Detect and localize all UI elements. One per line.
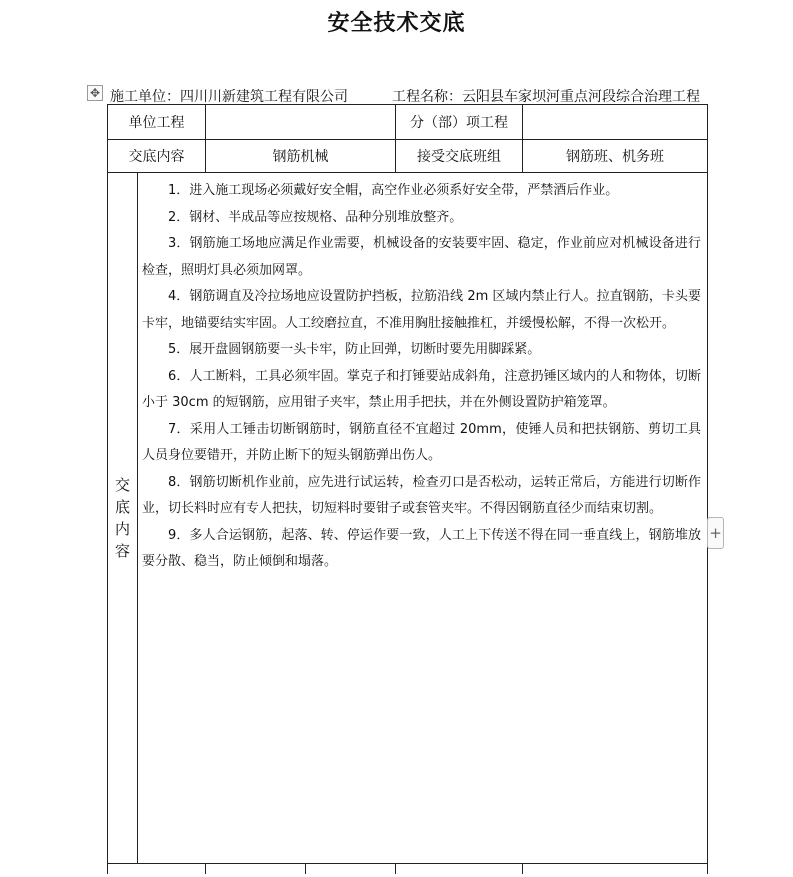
sub-project-value[interactable] — [523, 105, 708, 140]
unit-project-label: 单位工程 — [108, 105, 206, 140]
disclosure-table — [107, 104, 708, 874]
team-value[interactable]: 钢筋班、机务班 — [523, 140, 708, 173]
table-row-content — [108, 140, 708, 173]
unit-project-value[interactable] — [206, 105, 396, 140]
detail-content-cell[interactable] — [138, 173, 708, 864]
add-row-icon[interactable]: + — [707, 517, 724, 549]
table-row-project — [108, 105, 708, 140]
detail-item: 7．采用人工锤击切断钢筋时，钢筋直径不宜超过 20mm，使锤人员和把扶钢筋、剪切工具人员身位要错开，并防止断下的短头钢筋弹出伤人。 — [142, 421, 701, 463]
team-label: 接受交底班组 — [396, 140, 523, 173]
table-row-signatures — [108, 864, 708, 875]
detail-content — [138, 173, 707, 576]
detail-item: 6．人工断料，工具必须牢固。掌克子和打锤要站成斜角，注意扔锤区域内的人和物体，切断小于 30cm 的短钢筋，应用钳子夹牢，禁止用手把扶，并在外侧设置防护箱笼罩。 — [142, 368, 701, 410]
signature-cell[interactable] — [306, 864, 396, 875]
sub-project-label: 分（部）项工程 — [396, 105, 523, 140]
detail-item: 8．钢筋切断机作业前，应先进行试运转，检查刃口是否松动，运转正常后，方能进行切断作业，切长料时应有专人把扶，切短料时要钳子或套管夹牢。不得因钢筋直径少而结束切割。 — [142, 474, 701, 516]
project-name: 工程名称：云阳县车家坝河重点河段综合治理工程 — [392, 89, 700, 105]
signature-cell[interactable] — [523, 864, 708, 875]
document-title: 安全技术交底 — [327, 11, 466, 36]
detail-label: 交底内容 — [114, 476, 130, 560]
detail-item: 2．钢材、半成品等应按规格、品种分别堆放整齐。 — [168, 209, 463, 225]
content-value[interactable]: 钢筋机械 — [206, 140, 396, 173]
detail-item: 9．多人合运钢筋，起落、转、停运作要一致，人工上下传送不得在同一垂直线上，钢筋堆放要分散、稳当，防止倾倒和塌落。 — [142, 527, 701, 569]
detail-item: 3．钢筋施工场地应满足作业需要，机械设备的安装要牢固、稳定，作业前应对机械设备进行检查，照明灯具必须加网罩。 — [142, 236, 701, 278]
detail-item: 4．钢筋调直及冷拉场地应设置防护挡板，拉筋沿线 2m 区域内禁止行人。拉直钢筋，卡头要卡牢，地锚要结实牢固。人工绞磨拉直，不准用胸肚接触推杠，并缓慢松解，不得一次松开。 — [142, 289, 701, 331]
signature-cell[interactable] — [396, 864, 523, 875]
construction-unit: 施工单位：四川川新建筑工程有限公司 — [110, 89, 348, 105]
detail-item: 5．展开盘圆钢筋要一头卡牢，防止回弹，切断时要先用脚踩紧。 — [168, 342, 541, 357]
detail-label-cell — [108, 173, 138, 864]
detail-item: 1．进入施工现场必须戴好安全帽，高空作业必须系好安全带，严禁酒后作业。 — [168, 183, 619, 198]
signature-cell[interactable] — [108, 864, 206, 875]
content-label: 交底内容 — [108, 140, 206, 173]
disclosure-table-wrapper — [107, 104, 708, 874]
table-row-detail — [108, 173, 708, 864]
signature-cell[interactable] — [206, 864, 306, 875]
table-move-handle-icon[interactable]: ✥ — [87, 85, 103, 101]
